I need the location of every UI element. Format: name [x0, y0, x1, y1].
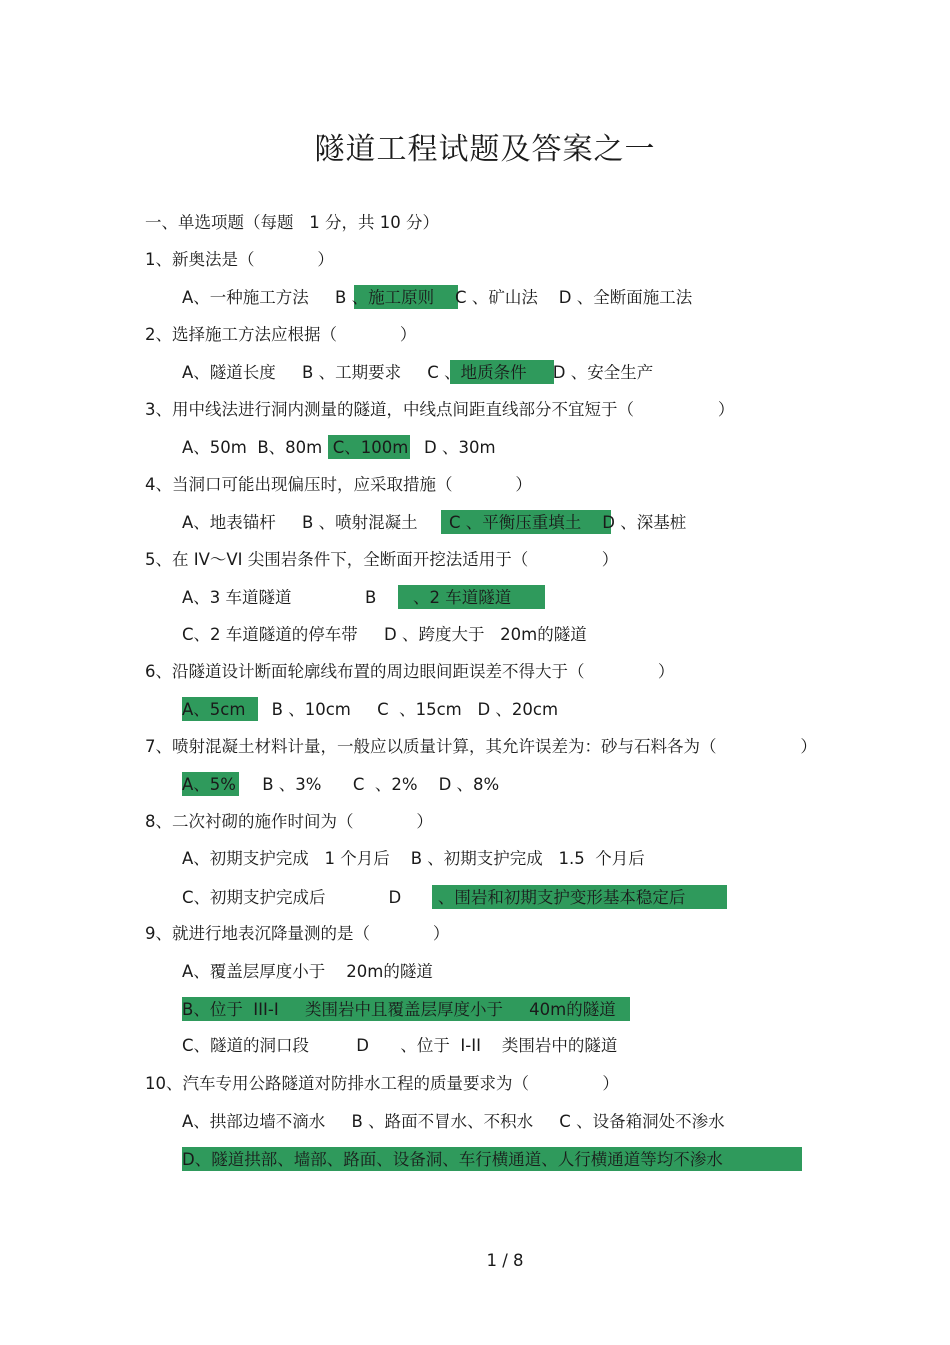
page-number: 1 / 8 [486, 1251, 524, 1270]
question-4-options: A、地表锚杆 B 、喷射混凝土 C 、平衡压重填土 D 、深基桩 [182, 513, 687, 532]
question-8-options-line-2: C、初期支护完成后 D 、围岩和初期支护变形基本稳定后 [182, 888, 686, 907]
question-8-options-line-1: A、初期支护完成 1 个月后 B 、初期支护完成 1.5 个月后 [182, 849, 645, 868]
question-1-options: A、一种施工方法 B 、施工原则 C 、矿山法 D 、全断面施工法 [182, 288, 693, 307]
question-1-stem: 1、新奥法是（ ） [145, 250, 334, 269]
question-2-stem: 2、选择施工方法应根据（ ） [145, 325, 417, 344]
question-8-stem: 8、二次衬砌的施作时间为（ ） [145, 812, 433, 831]
question-7-stem: 7、喷射混凝土材料计量，一般应以质量计算，其允许误差为：砂与石料各为（ ） [145, 737, 817, 756]
question-6-options: A、5cm B 、10cm C 、15cm D 、20cm [182, 700, 559, 719]
question-2-options: A、隧道长度 B 、工期要求 C 、地质条件 D 、安全生产 [182, 363, 654, 382]
question-10-options-line-2: D、隧道拱部、墙部、路面、设备洞、车行横通道、人行横通道等均不渗水 [182, 1150, 723, 1169]
question-5-stem: 5、在 IV～VI 尖围岩条件下，全断面开挖法适用于（ ） [145, 550, 619, 569]
question-3-stem: 3、用中线法进行洞内测量的隧道，中线点间距直线部分不宜短于（ ） [145, 400, 735, 419]
question-10-stem: 10、汽车专用公路隧道对防排水工程的质量要求为（ ） [145, 1074, 619, 1093]
question-9-options-line-1: A、覆盖层厚度小于 20m的隧道 [182, 962, 433, 981]
section-heading: 一、单选项题（每题 1 分，共 10 分） [145, 213, 439, 232]
question-10-options-line-1: A、拱部边墙不滴水 B 、路面不冒水、不积水 C 、设备箱洞处不渗水 [182, 1112, 725, 1131]
question-5-options-line-1: A、3 车道隧道 B 、2 车道隧道 [182, 588, 512, 607]
question-9-stem: 9、就进行地表沉降量测的是（ ） [145, 924, 450, 943]
question-4-stem: 4、当洞口可能出现偏压时，应采取措施（ ） [145, 475, 532, 494]
document-title: 隧道工程试题及答案之一 [314, 132, 656, 167]
question-5-options-line-2: C、2 车道隧道的停车带 D 、跨度大于 20m的隧道 [182, 625, 587, 644]
question-6-stem: 6、沿隧道设计断面轮廓线布置的周边眼间距误差不得大于（ ） [145, 662, 675, 681]
question-3-options: A、50m B、80m C、100m D 、30m [182, 438, 496, 457]
question-9-options-line-2: B、位于 III-I 类围岩中且覆盖层厚度小于 40m的隧道 [182, 1000, 616, 1019]
question-7-options: A、5% B 、3% C 、2% D 、8% [182, 775, 500, 794]
question-9-options-line-3: C、隧道的洞口段 D 、位于 I-II 类围岩中的隧道 [182, 1036, 618, 1055]
